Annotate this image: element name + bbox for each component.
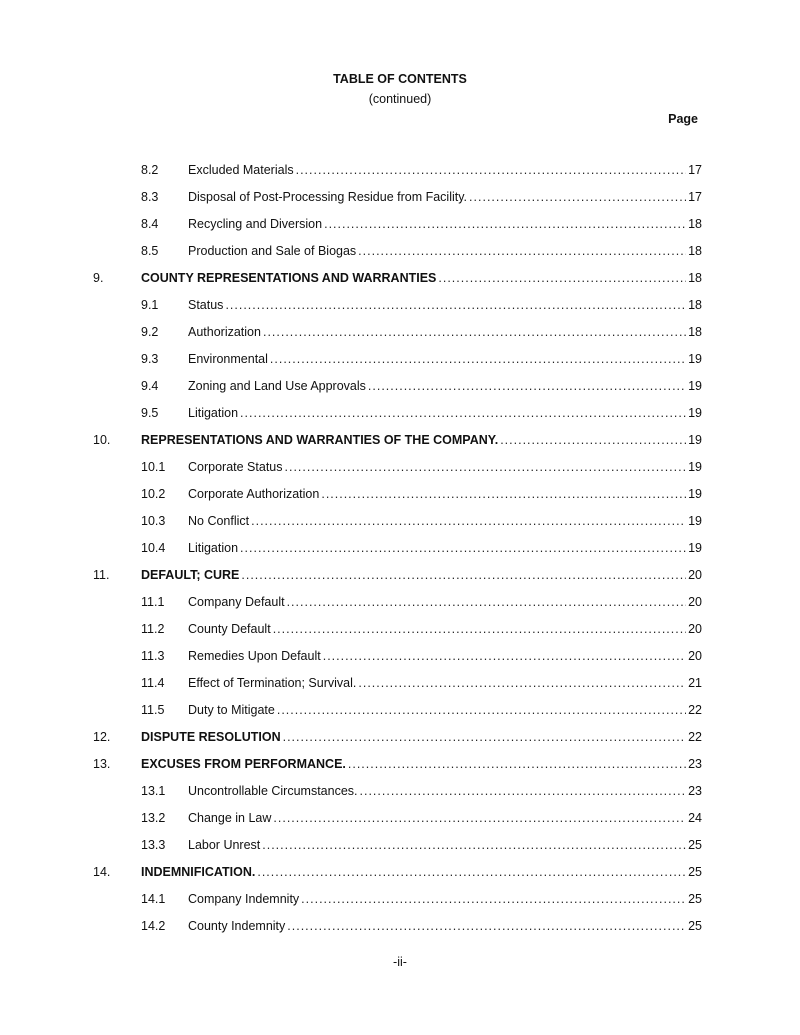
toc-entry-line	[141, 430, 702, 450]
toc-entry-number: 11.2	[141, 622, 165, 636]
toc-entry-page: 25	[688, 838, 702, 852]
toc-entry-page: 19	[688, 433, 702, 447]
toc-entry[interactable]	[0, 565, 800, 585]
dot-leader	[301, 889, 686, 909]
toc-entry-page: 25	[688, 919, 702, 933]
toc-entry-page: 19	[688, 487, 702, 501]
toc-entry[interactable]	[0, 430, 800, 450]
toc-entry[interactable]	[0, 376, 800, 396]
toc-entry-page: 19	[688, 514, 702, 528]
toc-entry-number: 13.	[93, 757, 111, 771]
toc-entry[interactable]	[0, 484, 800, 504]
toc-entry-line	[141, 268, 702, 288]
toc-entry-number: 8.3	[141, 190, 159, 204]
toc-entry-line	[188, 592, 702, 612]
toc-entry-number: 11.	[93, 568, 110, 582]
toc-entry-line	[188, 295, 702, 315]
dot-leader	[358, 673, 686, 693]
toc-entry-page: 22	[688, 703, 702, 717]
dot-leader	[273, 808, 686, 828]
toc-entry-line	[188, 835, 702, 855]
toc-entry-number: 10.1	[141, 460, 166, 474]
toc-entry-number: 14.2	[141, 919, 166, 933]
toc-entry-line	[141, 565, 702, 585]
toc-entry[interactable]	[0, 781, 800, 801]
toc-entry-number: 8.5	[141, 244, 159, 258]
toc-entry[interactable]	[0, 646, 800, 666]
toc-entry-line	[188, 538, 702, 558]
toc-entry-label[interactable]: Litigation	[188, 541, 239, 555]
dot-leader	[324, 214, 686, 234]
toc-entry-label[interactable]: County Default	[188, 622, 271, 636]
toc-entry-page: 18	[688, 298, 702, 312]
toc-entry-line	[188, 673, 702, 693]
toc-entry-label[interactable]: Status	[188, 298, 224, 312]
toc-entry-page: 24	[688, 811, 702, 825]
toc-entry-number: 9.	[93, 271, 104, 285]
toc-entry-number: 9.4	[141, 379, 159, 393]
toc-entry-label[interactable]: Disposal of Post-Processing Residue from Facility.	[188, 190, 468, 204]
dot-leader	[321, 484, 686, 504]
toc-title: TABLE OF CONTENTS	[333, 72, 467, 86]
toc-entry-number: 11.1	[141, 595, 165, 609]
dot-leader	[225, 295, 686, 315]
toc-entry-page: 20	[688, 649, 702, 663]
toc-entry-page: 23	[688, 757, 702, 771]
toc-entry-line	[188, 214, 702, 234]
toc-entry-line	[188, 187, 702, 207]
toc-entry-page: 19	[688, 460, 702, 474]
toc-entry[interactable]	[0, 349, 800, 369]
dot-leader	[277, 700, 686, 720]
toc-entry-number: 10.2	[141, 487, 166, 501]
toc-entry-label[interactable]: Company Default	[188, 595, 285, 609]
toc-entry-number: 8.4	[141, 217, 159, 231]
toc-entry-label[interactable]: Production and Sale of Biogas	[188, 244, 357, 258]
dot-leader	[296, 160, 686, 180]
dot-leader	[287, 916, 686, 936]
toc-entry-page: 20	[688, 622, 702, 636]
toc-entry-number: 14.1	[141, 892, 166, 906]
toc-entry-page: 17	[688, 190, 702, 204]
toc-entry-page: 19	[688, 379, 702, 393]
toc-entry-label[interactable]: Uncontrollable Circumstances.	[188, 784, 358, 798]
toc-entry-line	[188, 160, 702, 180]
toc-entry-page: 18	[688, 325, 702, 339]
toc-entry-label[interactable]: Zoning and Land Use Approvals	[188, 379, 366, 393]
dot-leader	[240, 403, 686, 423]
dot-leader	[262, 835, 686, 855]
toc-entry[interactable]	[0, 754, 800, 774]
toc-entry[interactable]	[0, 835, 800, 855]
toc-entry[interactable]	[0, 403, 800, 423]
toc-entry[interactable]	[0, 808, 800, 828]
toc-entry-page: 19	[688, 352, 702, 366]
toc-entry-label[interactable]: Company Indemnity	[188, 892, 300, 906]
dot-leader	[257, 862, 686, 882]
toc-entry-label[interactable]: Remedies Upon Default	[188, 649, 321, 663]
toc-subtitle: (continued)	[368, 92, 432, 106]
toc-entry-line	[188, 646, 702, 666]
toc-entry-page: 23	[688, 784, 702, 798]
toc-entry[interactable]	[0, 187, 800, 207]
toc-entry-line	[188, 457, 702, 477]
toc-entry-number: 9.3	[141, 352, 159, 366]
toc-entry-line	[188, 484, 702, 504]
toc-entry-line	[188, 322, 702, 342]
toc-entry[interactable]	[0, 214, 800, 234]
toc-entry-label[interactable]: County Indemnity	[188, 919, 286, 933]
dot-leader	[500, 430, 686, 450]
toc-entry[interactable]	[0, 916, 800, 936]
toc-entry[interactable]	[0, 457, 800, 477]
toc-entry-number: 14.	[93, 865, 111, 879]
dot-leader	[241, 565, 686, 585]
toc-entry-line	[188, 916, 702, 936]
toc-entry-label[interactable]: Effect of Termination; Survival.	[188, 676, 357, 690]
toc-entry[interactable]	[0, 268, 800, 288]
toc-entry-label[interactable]: COUNTY REPRESENTATIONS AND WARRANTIES	[141, 271, 437, 285]
toc-entry-number: 11.5	[141, 703, 165, 717]
toc-entry-number: 10.4	[141, 541, 166, 555]
toc-entry[interactable]	[0, 295, 800, 315]
toc-entry-page: 18	[688, 271, 702, 285]
toc-entry-line	[141, 862, 702, 882]
toc-entry-line	[188, 808, 702, 828]
toc-entry-line	[188, 349, 702, 369]
toc-entry[interactable]	[0, 889, 800, 909]
toc-entry-label[interactable]: INDEMNIFICATION.	[141, 865, 256, 879]
dot-leader	[358, 241, 686, 261]
toc-entry-page: 25	[688, 892, 702, 906]
toc-entry-label[interactable]: Recycling and Diversion	[188, 217, 323, 231]
toc-entry-page: 17	[688, 163, 702, 177]
toc-entry-number: 11.3	[141, 649, 165, 663]
page-column-label: Page	[668, 112, 698, 126]
dot-leader	[348, 754, 686, 774]
toc-entry-line	[141, 727, 702, 747]
toc-entry-label[interactable]: Corporate Authorization	[188, 487, 320, 501]
page-number: -ii-	[393, 955, 407, 969]
dot-leader	[438, 268, 686, 288]
dot-leader	[283, 727, 687, 747]
dot-leader	[323, 646, 686, 666]
toc-entry-label[interactable]: DISPUTE RESOLUTION	[141, 730, 281, 744]
toc-entry-label[interactable]: No Conflict	[188, 514, 250, 528]
toc-entry[interactable]	[0, 511, 800, 531]
toc-entry-number: 13.2	[141, 811, 166, 825]
toc-entry-label[interactable]: Change in Law	[188, 811, 272, 825]
dot-leader	[287, 592, 687, 612]
dot-leader	[360, 781, 687, 801]
toc-entry-page: 25	[688, 865, 702, 879]
toc-entry[interactable]	[0, 538, 800, 558]
toc-entry-label[interactable]: Duty to Mitigate	[188, 703, 275, 717]
toc-entry-label[interactable]: Labor Unrest	[188, 838, 261, 852]
toc-entry-number: 10.	[93, 433, 111, 447]
toc-entry[interactable]	[0, 727, 800, 747]
dot-leader	[273, 619, 686, 639]
dot-leader	[251, 511, 686, 531]
toc-entry-line	[188, 403, 702, 423]
toc-entry-page: 20	[688, 568, 702, 582]
toc-entry[interactable]	[0, 619, 800, 639]
toc-entry-page: 18	[688, 217, 702, 231]
toc-entry[interactable]	[0, 592, 800, 612]
dot-leader	[469, 187, 686, 207]
toc-entry[interactable]	[0, 673, 800, 693]
toc-entry-number: 8.2	[141, 163, 159, 177]
dot-leader	[240, 538, 686, 558]
toc-entry-number: 13.3	[141, 838, 166, 852]
toc-entry-label[interactable]: Environmental	[188, 352, 268, 366]
dot-leader	[270, 349, 686, 369]
toc-entry-number: 9.2	[141, 325, 159, 339]
toc-entry-page: 21	[688, 676, 702, 690]
toc-entry-number: 9.1	[141, 298, 159, 312]
toc-entry-line	[188, 889, 702, 909]
toc-entry[interactable]	[0, 241, 800, 261]
dot-leader	[285, 457, 687, 477]
toc-entry-line	[188, 619, 702, 639]
toc-entry-number: 10.3	[141, 514, 166, 528]
toc-entry[interactable]	[0, 700, 800, 720]
toc-entry-label[interactable]: DEFAULT; CURE	[141, 568, 240, 582]
toc-entry-line	[188, 376, 702, 396]
toc-entry-page: 18	[688, 244, 702, 258]
toc-entry-number: 9.5	[141, 406, 159, 420]
toc-entry[interactable]	[0, 862, 800, 882]
toc-entry-line	[188, 511, 702, 531]
toc-entry-line	[188, 241, 702, 261]
toc-entry[interactable]	[0, 160, 800, 180]
toc-entry-page: 20	[688, 595, 702, 609]
toc-entry-line	[188, 700, 702, 720]
toc-entry-number: 12.	[93, 730, 111, 744]
toc-entry[interactable]	[0, 322, 800, 342]
dot-leader	[368, 376, 686, 396]
toc-entry-label[interactable]: REPRESENTATIONS AND WARRANTIES OF THE COMPANY.	[141, 433, 499, 447]
toc-entry-page: 22	[688, 730, 702, 744]
toc-entry-line	[188, 781, 702, 801]
toc-entry-number: 11.4	[141, 676, 165, 690]
toc-entry-label[interactable]: EXCUSES FROM PERFORMANCE.	[141, 757, 346, 771]
toc-entry-number: 13.1	[141, 784, 166, 798]
toc-entry-label[interactable]: Authorization	[188, 325, 261, 339]
toc-entry-label[interactable]: Litigation	[188, 406, 239, 420]
toc-entry-label[interactable]: Excluded Materials	[188, 163, 294, 177]
toc-entry-line	[141, 754, 702, 774]
dot-leader	[263, 322, 686, 342]
toc-entry-page: 19	[688, 541, 702, 555]
toc-entry-page: 19	[688, 406, 702, 420]
toc-entry-label[interactable]: Corporate Status	[188, 460, 283, 474]
